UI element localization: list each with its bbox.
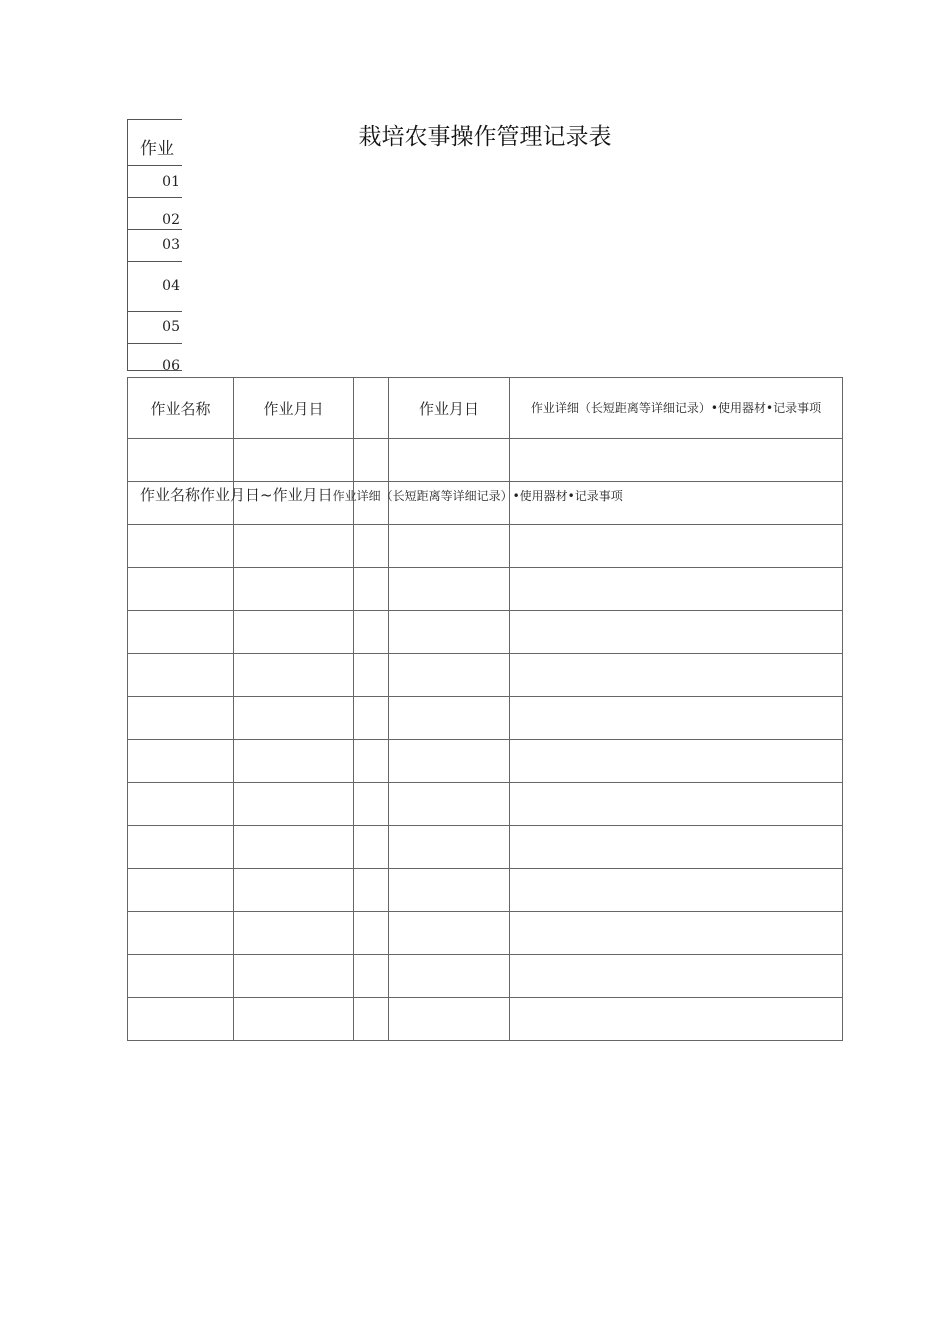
table-cell[interactable]	[234, 869, 354, 912]
table-cell[interactable]	[354, 826, 389, 869]
table-cell[interactable]	[354, 740, 389, 783]
table-cell[interactable]	[389, 697, 510, 740]
table-cell[interactable]	[510, 955, 843, 998]
header-date-start: 作业月日	[234, 378, 354, 439]
table-row	[128, 611, 843, 654]
table-cell[interactable]	[128, 568, 234, 611]
table-cell[interactable]	[510, 869, 843, 912]
table-cell[interactable]	[389, 998, 510, 1041]
divider	[128, 370, 182, 371]
table-cell[interactable]	[510, 783, 843, 826]
table-cell[interactable]	[389, 826, 510, 869]
table-row	[128, 525, 843, 568]
table-cell[interactable]	[389, 912, 510, 955]
table-cell[interactable]	[354, 525, 389, 568]
side-item-05: 05	[162, 319, 180, 335]
table-cell[interactable]	[234, 998, 354, 1041]
table-cell[interactable]	[354, 654, 389, 697]
table-cell[interactable]	[128, 869, 234, 912]
table-cell[interactable]	[234, 654, 354, 697]
divider	[128, 261, 182, 262]
table-cell[interactable]	[389, 955, 510, 998]
side-index-box	[127, 119, 182, 374]
table-cell[interactable]	[234, 912, 354, 955]
table-cell[interactable]	[128, 912, 234, 955]
table-cell[interactable]	[354, 439, 389, 482]
table-cell[interactable]	[128, 611, 234, 654]
table-cell[interactable]	[354, 955, 389, 998]
table-cell[interactable]	[510, 998, 843, 1041]
table-cell[interactable]	[234, 525, 354, 568]
table-cell[interactable]	[128, 826, 234, 869]
table-cell[interactable]	[389, 740, 510, 783]
table-cell[interactable]	[234, 783, 354, 826]
header-separator	[354, 378, 389, 439]
table-cell[interactable]	[354, 912, 389, 955]
table-cell[interactable]	[389, 439, 510, 482]
table-cell[interactable]	[234, 740, 354, 783]
table-row	[128, 998, 843, 1041]
table-cell[interactable]	[354, 568, 389, 611]
table-cell[interactable]	[389, 869, 510, 912]
side-header: 作业	[140, 139, 174, 159]
side-item-03: 03	[162, 237, 180, 253]
table-cell[interactable]	[354, 697, 389, 740]
table-header-row	[128, 378, 843, 439]
table-row	[128, 869, 843, 912]
table-cell[interactable]	[234, 826, 354, 869]
table-cell[interactable]	[354, 611, 389, 654]
table-row	[128, 568, 843, 611]
header-date-end: 作业月日	[389, 378, 510, 439]
table-cell[interactable]	[389, 525, 510, 568]
divider	[128, 311, 182, 312]
divider	[128, 197, 182, 198]
side-item-06: 06	[162, 358, 180, 374]
table-cell[interactable]	[128, 525, 234, 568]
table-row	[128, 826, 843, 869]
table-row	[128, 654, 843, 697]
table-cell[interactable]	[234, 439, 354, 482]
divider	[128, 343, 182, 344]
table-cell[interactable]	[510, 740, 843, 783]
table-cell[interactable]	[128, 783, 234, 826]
table-row	[128, 697, 843, 740]
table-cell[interactable]	[510, 826, 843, 869]
record-table	[127, 377, 843, 1041]
divider	[128, 165, 182, 166]
side-item-02: 02	[162, 212, 180, 228]
table-row	[128, 912, 843, 955]
table-cell[interactable]	[510, 525, 843, 568]
table-cell[interactable]	[234, 611, 354, 654]
table-cell[interactable]	[128, 740, 234, 783]
overlay-text-details: 作业详细（长短距离等详细记录）•使用器材•记录事项	[332, 489, 623, 503]
table-cell[interactable]	[510, 568, 843, 611]
divider	[128, 119, 182, 120]
table-cell[interactable]	[510, 654, 843, 697]
table-cell[interactable]	[234, 568, 354, 611]
overlay-header-text	[140, 484, 623, 505]
table-row	[128, 783, 843, 826]
table-cell[interactable]	[128, 439, 234, 482]
table-cell[interactable]	[128, 955, 234, 998]
table-cell[interactable]	[389, 568, 510, 611]
table-cell[interactable]	[389, 654, 510, 697]
table-cell[interactable]	[128, 998, 234, 1041]
header-task-name: 作业名称	[128, 378, 234, 439]
table-cell[interactable]	[234, 697, 354, 740]
table-cell[interactable]	[510, 697, 843, 740]
side-item-04: 04	[162, 278, 180, 294]
table-cell[interactable]	[354, 998, 389, 1041]
table-cell[interactable]	[389, 783, 510, 826]
table-cell[interactable]	[354, 869, 389, 912]
page-title: 栽培农事操作管理记录表	[358, 124, 612, 150]
table-cell[interactable]	[128, 654, 234, 697]
table-cell[interactable]	[510, 439, 843, 482]
overlay-text-primary: 作业名称作业月日~作业月日	[140, 486, 333, 504]
table-cell[interactable]	[510, 912, 843, 955]
table-cell[interactable]	[389, 611, 510, 654]
header-details: 作业详细（长短距离等详细记录）•使用器材•记录事项	[510, 378, 843, 439]
table-row	[128, 955, 843, 998]
table-cell[interactable]	[354, 783, 389, 826]
divider	[128, 229, 182, 230]
table-row	[128, 439, 843, 482]
table-cell[interactable]	[510, 611, 843, 654]
table-row	[128, 740, 843, 783]
side-item-01: 01	[162, 174, 180, 190]
table-cell[interactable]	[128, 697, 234, 740]
table-cell[interactable]	[234, 955, 354, 998]
